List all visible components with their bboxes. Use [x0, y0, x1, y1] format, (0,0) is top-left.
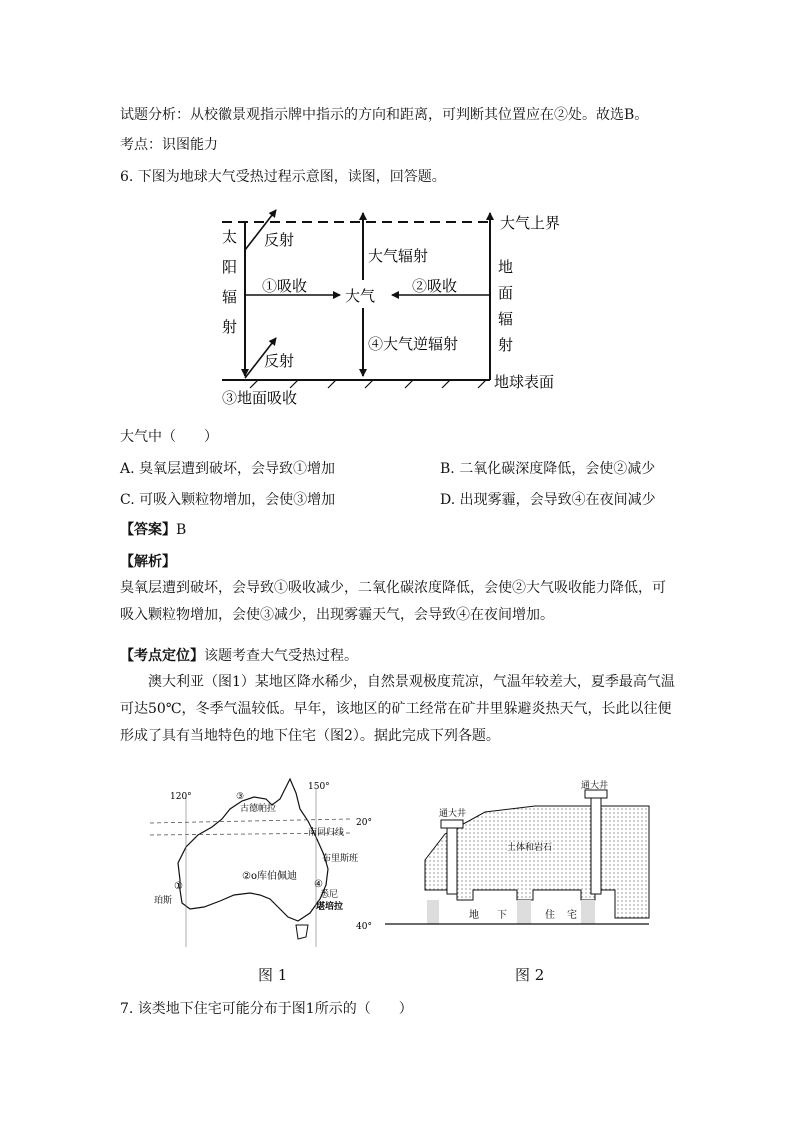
svg-text:射: 射	[222, 318, 238, 336]
option-a: A. 臭氧层遭到破坏，会导致①增加	[120, 461, 336, 477]
surface-hatching	[250, 380, 486, 388]
kaodian-position	[120, 645, 358, 665]
rock-label: 土体和岩石	[507, 843, 553, 853]
svg-text:宅: 宅	[567, 910, 577, 921]
brisbane-label: 布里斯班	[322, 854, 359, 864]
svg-text:阳: 阳	[222, 258, 238, 276]
answer-line	[120, 519, 186, 539]
marker-4-label: ④	[314, 879, 323, 890]
option-d: D. 出现雾霾，会导致④在夜间减少	[440, 492, 656, 508]
answer-tag: 【答案】	[120, 522, 176, 538]
analysis-line: 试题分析：从校徽景观指示牌中指示的方向和距离，可判断其位置应在②处。故选B。	[120, 107, 649, 123]
kaodian-line: 考点：识图能力	[120, 137, 218, 153]
lat-40-label: 40°	[356, 922, 372, 932]
svg-text:射: 射	[498, 336, 514, 354]
earth-surface-label: 地球表面	[494, 373, 555, 391]
option-c: C. 可吸入颗粒物增加，会使③增加	[120, 492, 336, 508]
vent-shaft-right	[591, 794, 601, 894]
svg-text:辐: 辐	[222, 288, 238, 306]
tropic-label: 南回归线	[308, 828, 345, 838]
vent-shaft-left	[447, 824, 457, 894]
question-6: 6. 下图为地球大气受热过程示意图，读图，回答题。	[120, 169, 446, 185]
kaodian-tag: 【考点定位】	[120, 648, 204, 664]
lon-120-label: 120°	[170, 792, 192, 802]
option-b: B. 二氧化碳深度降低，会使②减少	[440, 461, 656, 477]
question-7: 7. 该类地下住宅可能分布于图1所示的（ ）	[120, 1001, 413, 1017]
svg-text:地: 地	[498, 258, 514, 276]
counter-radiation-label: ④大气逆辐射	[368, 335, 459, 353]
ground-absorb-label: ③地面吸收	[222, 389, 298, 407]
canberra-label: 堪培拉	[316, 902, 344, 912]
atmosphere-label: 大气	[345, 287, 376, 305]
australia-outline	[178, 779, 328, 921]
svg-text:住: 住	[545, 910, 555, 921]
lon-150-label: 150°	[308, 782, 330, 792]
absorb-label-1: ①吸收	[262, 277, 308, 295]
absorb-label-2: ②吸收	[412, 277, 458, 295]
lat-20-label: 20°	[356, 818, 372, 828]
atmosphere-heating-diagram	[210, 200, 590, 412]
vent-label-right: 通大井	[581, 781, 609, 791]
underground-house-diagram	[385, 780, 655, 940]
jiexi-tag: 【解析】	[120, 554, 176, 570]
marker-3-label: ③	[236, 792, 245, 802]
svg-text:地: 地	[469, 910, 479, 921]
figure-1-caption: 图 1	[258, 966, 288, 984]
reflect-label-bottom: 反射	[264, 352, 295, 370]
tasmania	[296, 925, 308, 939]
perth-label: 珀斯	[154, 896, 173, 906]
atmosphere-top-label: 大气上界	[500, 214, 561, 232]
ground-radiation-label	[498, 258, 513, 354]
svg-text:面: 面	[498, 284, 514, 302]
reflect-label-top: 反射	[264, 231, 295, 249]
svg-text:辐: 辐	[498, 310, 514, 328]
vent-cap-right	[585, 790, 607, 798]
svg-text:下: 下	[497, 910, 507, 921]
kubo-label: ②o库伯佩迪	[242, 871, 297, 882]
vent-cap-left	[441, 820, 463, 828]
answer-value: B	[176, 522, 187, 538]
darwin-label: 古德帕拉	[240, 804, 277, 814]
australia-map	[150, 775, 380, 950]
jiexi-text: 臭氧层遭到破坏，会导致①吸收减少，二氧化碳浓度降低，会使②大气吸收能力降低，可吸入颗粒物增加，会使③减少，出现雾霾天气，会导致④在夜间增加。	[120, 580, 666, 623]
figure-2-caption: 图 2	[515, 966, 545, 984]
kaodian-text: 该题考查大气受热过程。	[204, 648, 358, 664]
question-6-stem: 大气中（ ）	[120, 429, 218, 445]
atmosphere-radiation-label: 大气辐射	[368, 247, 429, 265]
sydney-label: 悉尼	[320, 890, 339, 900]
solar-radiation-label	[222, 228, 237, 336]
intro-paragraph: 澳大利亚（图1）某地区降水稀少，自然景观极度荒凉，气温年较差大，夏季最高气温可达50℃，冬季气温较低。早年，该地区的矿工经常在矿井里躲避炎热天气，长此以往便形成了具有当地特色的地下住宅（图2）。据此完成下列各题。	[120, 674, 675, 744]
marker-1-label: ①	[174, 881, 183, 892]
vent-label-left: 通大井	[439, 809, 467, 819]
svg-text:太: 太	[222, 228, 238, 246]
